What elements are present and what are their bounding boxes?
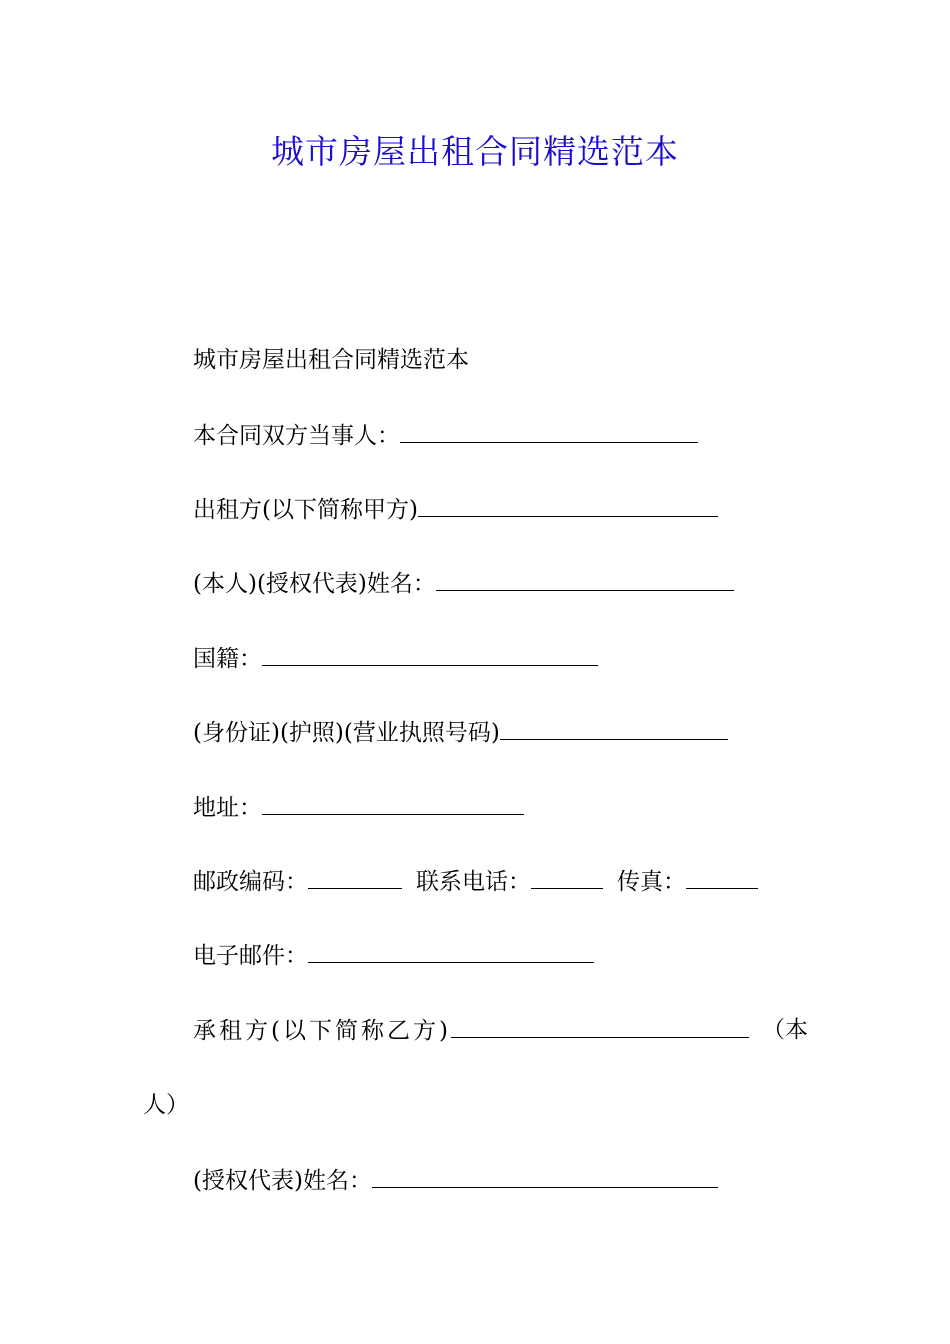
lessee-self-open: （本 xyxy=(762,1017,808,1043)
parties-line: 本合同双方当事人： xyxy=(193,420,698,451)
nationality-line: 国籍： xyxy=(193,643,598,674)
contact-line: 邮政编码： 联系电话： 传真： xyxy=(193,866,758,897)
lessee-line: 承租方(以下简称乙方) xyxy=(193,1015,749,1046)
body-heading: 城市房屋出租合同精选范本 xyxy=(193,347,469,373)
id-line: (身份证)(护照)(营业执照号码) xyxy=(193,717,728,748)
lessor-blank[interactable] xyxy=(418,494,718,517)
document-title: 城市房屋出租合同精选范本 xyxy=(271,132,679,171)
id-blank[interactable] xyxy=(500,717,728,740)
lessee-self-close: 人） xyxy=(143,1092,189,1118)
lessee-name-blank[interactable] xyxy=(372,1165,718,1188)
lessor-name-line: (本人)(授权代表)姓名： xyxy=(193,568,734,599)
lessor-name-blank[interactable] xyxy=(436,568,734,591)
lessor-line: 出租方(以下简称甲方) xyxy=(193,494,718,525)
nationality-blank[interactable] xyxy=(262,643,598,666)
postal-code-blank[interactable] xyxy=(308,866,402,889)
email-line: 电子邮件： xyxy=(193,940,594,971)
phone-blank[interactable] xyxy=(531,866,603,889)
lessee-blank[interactable] xyxy=(451,1015,749,1038)
address-blank[interactable] xyxy=(262,792,524,815)
address-line: 地址： xyxy=(193,792,524,823)
fax-blank[interactable] xyxy=(686,866,758,889)
parties-blank[interactable] xyxy=(400,420,698,443)
lessee-name-line: (授权代表)姓名： xyxy=(193,1165,718,1196)
email-blank[interactable] xyxy=(308,940,594,963)
